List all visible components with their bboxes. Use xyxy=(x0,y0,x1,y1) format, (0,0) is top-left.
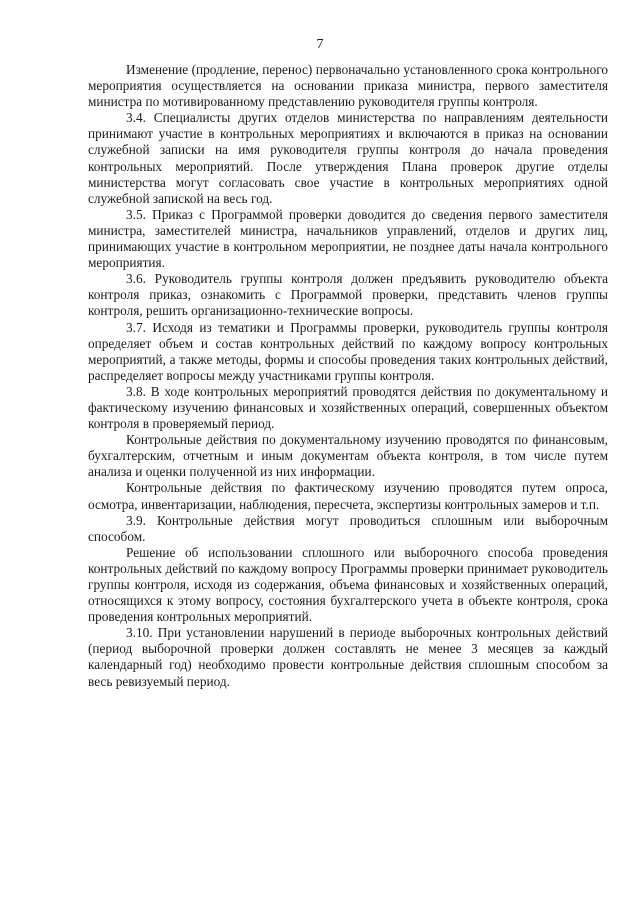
paragraph-3-6: 3.6. Руководитель группы контроля должен предъявить руководителю объекта контроля приказ, ознакомить с Программой проверки, представить членов группы контроля, решить организационно-технические вопросы. xyxy=(88,271,608,319)
paragraph-3-7: 3.7. Исходя из тематики и Программы проверки, руководитель группы контроля определяет объем и состав контрольных действий по каждому вопросу контрольных мероприятий, а также методы, формы и способы проведения таких контрольных действий, распределяет вопросы между участниками группы контроля. xyxy=(88,319,608,383)
paragraph-3-5: 3.5. Приказ с Программой проверки доводится до сведения первого заместителя министра, заместителей министра, начальников управлений, отделов и других лиц, принимающих участие в контрольном мероприятии, не позднее даты начала контрольного мероприятия. xyxy=(88,206,608,271)
paragraph-method-decision: Решение об использовании сплошного или выборочного способа проведения контрольных действий по каждому вопросу Программы проверки принимает руководитель группы контроля, исходя из содержания, объема финансовых и хозяйственных операций, относящихся к этому вопросу, состояния бухгалтерского учета в объекте контроля, срока проведения контрольных мероприятий. xyxy=(88,544,608,625)
page-number: 7 xyxy=(316,37,324,52)
paragraph-documentary-study: Контрольные действия по документальному изучению проводятся по финансовым, бухгалтерским, отчетным и иным документам объекта контроля, в том числе путем анализа и оценки полученной из них информации. xyxy=(88,432,608,480)
paragraph-3-10: 3.10. При установлении нарушений в периоде выборочных контрольных действий (период выборочной проверки должен составлять не менее 3 месяцев за каждый календарный год) необходимо провести контрольные действия сплошным способом за весь ревизуемый период. xyxy=(88,625,608,689)
document-body xyxy=(88,62,608,690)
paragraph-factual-study: Контрольные действия по фактическому изучению проводятся путем опроса, осмотра, инвентаризации, наблюдения, пересчета, экспертизы контрольных замеров и т.п. xyxy=(88,480,608,512)
paragraph-3-8: 3.8. В ходе контрольных мероприятий проводятся действия по документальному и фактическому изучению финансовых и хозяйственных операций, совершенных объектом контроля в проверяемый период. xyxy=(88,383,608,432)
paragraph-3-9: 3.9. Контрольные действия могут проводиться сплошным или выборочным способом. xyxy=(88,512,608,544)
paragraph-term-change: Изменение (продление, перенос) первоначально установленного срока контрольного мероприятия осуществляется на основании приказа министра, первого заместителя министра по мотивированному представлению руководителя группы контроля. xyxy=(88,62,608,110)
paragraph-3-4: 3.4. Специалисты других отделов министерства по направлениям деятельности принимают участие в контрольных мероприятиях и включаются в приказ на основании служебной записки на имя руководителя группы контроля до начала проведения контрольных мероприятий. После утверждения Плана проверок другие отделы министерства могут согласовать свое участие в контрольных мероприятиях одной служебной запиской на весь год. xyxy=(88,110,608,206)
